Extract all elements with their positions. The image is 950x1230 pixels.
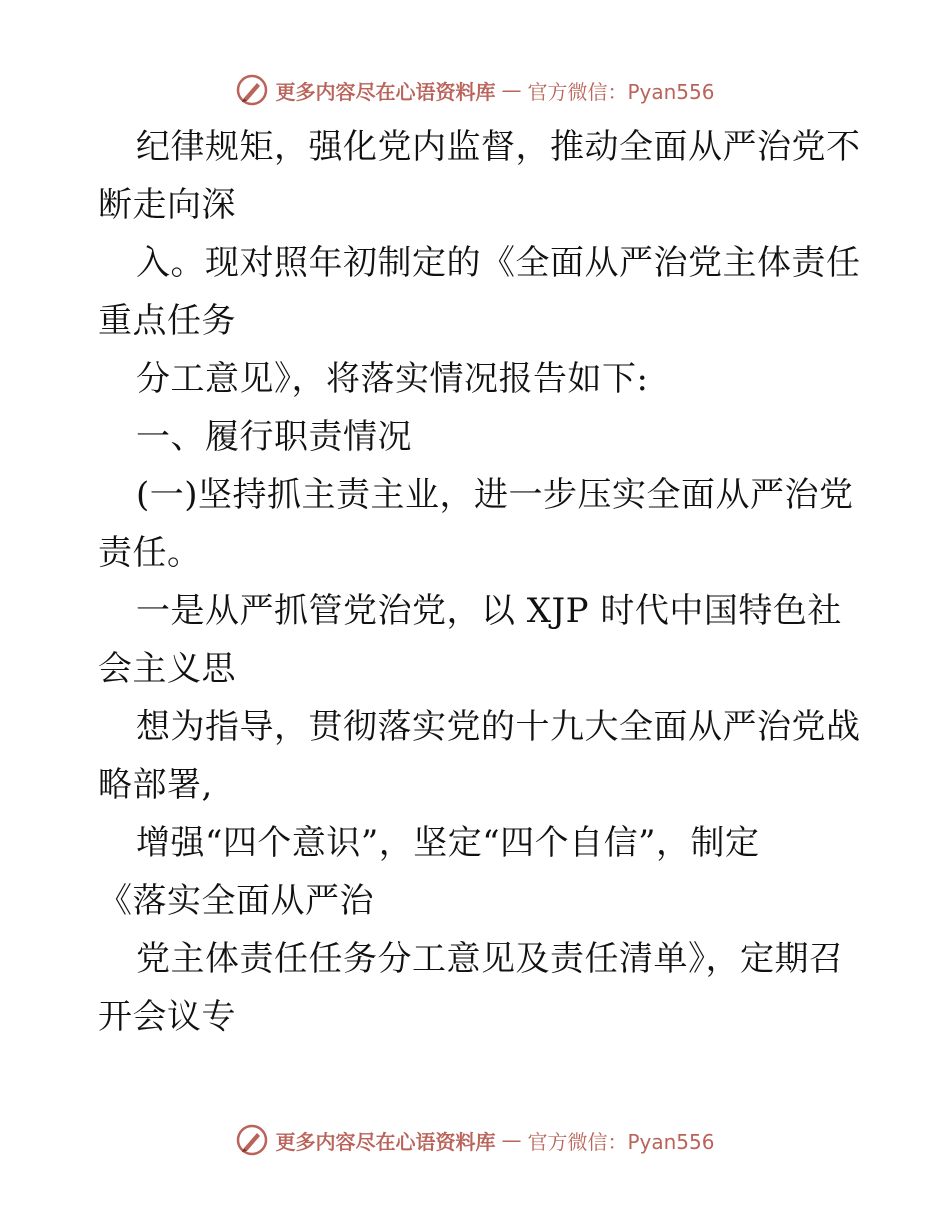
body-line: 责任。 (98, 533, 202, 573)
body-line: 增强“四个意识”，坚定“四个自信”，制定 (136, 823, 760, 863)
body-line: 重点任务 (98, 301, 236, 341)
watermark-main-text: 更多内容尽在心语资料库 (275, 79, 496, 104)
body-line: 入。现对照年初制定的《全面从严治党主体责任 (136, 243, 861, 283)
body-line: 纪律规矩，强化党内监督，推动全面从严治党不 (136, 127, 861, 167)
body-line: 党主体责任任务分工意见及责任清单》，定期召 (136, 939, 844, 979)
body-line: 会主义思 (98, 649, 236, 689)
body-line: 一是从严抓管党治党，以 XJP 时代中国特色社 (136, 591, 842, 631)
pen-logo-icon (235, 73, 269, 107)
header-watermark (0, 68, 950, 112)
body-line: 分工意见》，将落实情况报告如下: (136, 359, 649, 399)
footer-watermark (0, 1118, 950, 1162)
watermark-main-text: 更多内容尽在心语资料库 (275, 1129, 496, 1154)
document-body (98, 118, 868, 1046)
watermark-dash: — (501, 1128, 522, 1152)
body-line: 开会议专 (98, 997, 236, 1037)
body-line: 断走向深 (98, 185, 236, 225)
body-line: 想为指导，贯彻落实党的十九大全面从严治党战 (136, 707, 861, 747)
subsection-heading: (一)坚持抓主责主业，进一步压实全面从严治党 (136, 475, 854, 515)
watermark-dash: — (501, 78, 522, 102)
body-line: 《落实全面从严治 (98, 881, 374, 921)
body-line: 略部署, (98, 765, 213, 805)
pen-logo-icon (235, 1123, 269, 1157)
watermark-sub-text: 官方微信：Pyan556 (527, 79, 715, 104)
watermark-sub-text: 官方微信：Pyan556 (527, 1129, 715, 1154)
section-heading: 一、履行职责情况 (136, 417, 412, 457)
